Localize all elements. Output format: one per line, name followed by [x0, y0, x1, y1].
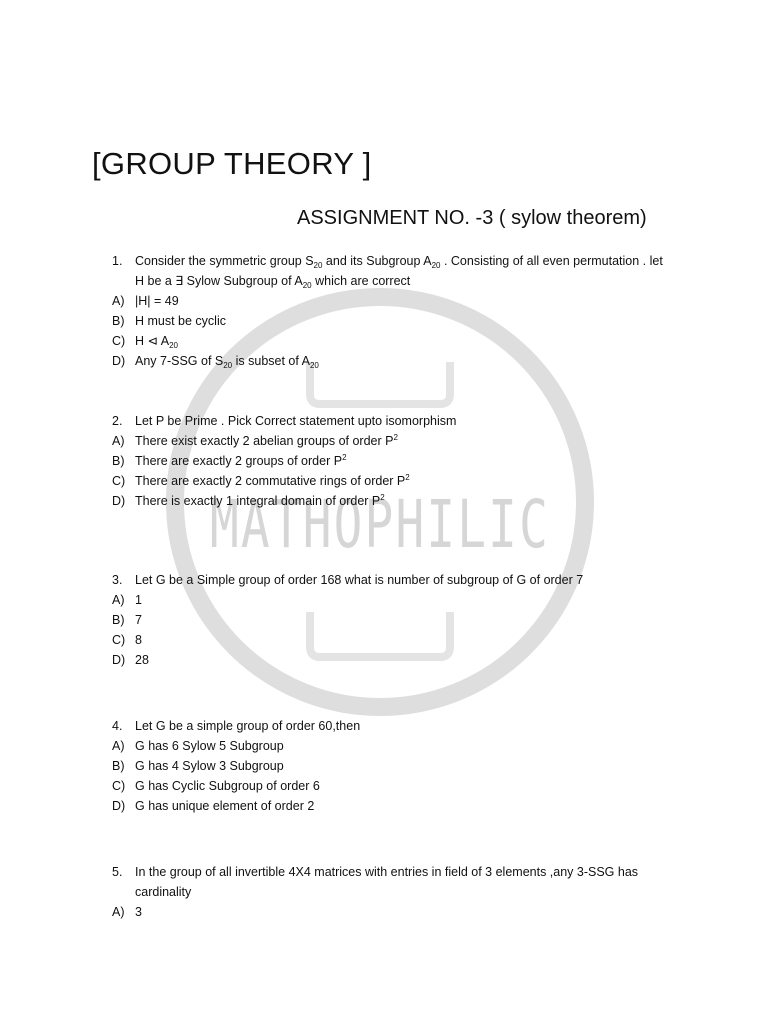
option-a	[0, 431, 768, 451]
option-b	[0, 756, 768, 776]
option-text: 3	[135, 905, 142, 919]
option-c	[0, 471, 768, 491]
option-text: 8	[135, 633, 142, 647]
option-label: D)	[112, 354, 126, 368]
question-4	[0, 716, 768, 816]
option-a	[0, 902, 768, 922]
option-a	[0, 736, 768, 756]
option-label: B)	[112, 314, 125, 328]
option-d	[0, 491, 768, 511]
option-text: 7	[135, 613, 142, 627]
option-label: A)	[112, 593, 125, 607]
question-3-stem	[0, 570, 768, 590]
question-text: In the group of all invertible 4X4 matrices with entries in field of 3 elements ,any 3-SSG has	[135, 865, 639, 879]
option-d	[0, 796, 768, 816]
option-label: D)	[112, 799, 126, 813]
question-number: 4.	[112, 719, 123, 733]
question-1-stem-line-2	[0, 271, 768, 291]
option-label: C)	[112, 633, 126, 647]
question-5-stem-line-1	[0, 862, 768, 882]
option-label: C)	[112, 334, 126, 348]
option-a	[0, 590, 768, 610]
question-3	[0, 570, 768, 670]
option-text: 1	[135, 593, 142, 607]
option-label: C)	[112, 474, 126, 488]
option-label: C)	[112, 779, 126, 793]
question-number: 2.	[112, 414, 123, 428]
question-number: 3.	[112, 573, 123, 587]
option-c	[0, 776, 768, 796]
option-text: 28	[135, 653, 149, 667]
question-2-stem	[0, 411, 768, 431]
option-a	[0, 291, 768, 311]
question-1	[0, 251, 768, 371]
question-text: Let P be Prime . Pick Correct statement upto isomorphism	[135, 414, 457, 428]
question-5	[0, 862, 768, 922]
option-text: There are exactly 2 commutative rings of order $P^2$	[135, 473, 410, 488]
option-label: B)	[112, 759, 125, 773]
question-4-stem	[0, 716, 768, 736]
assignment-subtitle: ASSIGNMENT NO. -3 ( sylow theorem)	[297, 207, 647, 229]
option-text: H must be cyclic	[135, 314, 226, 328]
option-label: A)	[112, 434, 125, 448]
question-number: 5.	[112, 865, 123, 879]
document-title: [GROUP THEORY ]	[92, 146, 372, 181]
option-text: G has Cyclic Subgroup of order 6	[135, 779, 320, 793]
option-text: G has 4 Sylow 3 Subgroup	[135, 759, 284, 773]
option-text: There exist exactly 2 abelian groups of order $P^2$	[135, 433, 398, 448]
option-b	[0, 610, 768, 630]
option-c	[0, 331, 768, 351]
watermark-text: MATHOPHILIC	[210, 486, 550, 563]
question-2	[0, 411, 768, 511]
option-text: H ⊲ $A_{20}$	[135, 334, 179, 350]
question-text: H be a ∃ Sylow Subgroup of $A_{20}$ which are correct	[135, 274, 411, 290]
option-label: A)	[112, 294, 125, 308]
question-5-stem-line-2	[0, 882, 768, 902]
option-text: |H| = 49	[135, 294, 179, 308]
option-label: D)	[112, 653, 126, 667]
option-label: B)	[112, 613, 125, 627]
question-1-stem-line-1	[0, 251, 768, 271]
option-text: There is exactly 1 integral domain of order $P^2$	[135, 493, 385, 508]
option-text: Any 7-SSG of $S_{20}$ is subset of $A_{20}$	[135, 354, 319, 370]
option-label: B)	[112, 454, 125, 468]
question-text: Consider the symmetric group $S_{20}$ and its Subgroup $A_{20}$ . Consisting of all even permutation . let	[135, 254, 663, 270]
question-text: Let G be a Simple group of order 168 what is number of subgroup of G of order 7	[135, 573, 584, 587]
option-label: A)	[112, 739, 125, 753]
option-text: G has unique element of order 2	[135, 799, 315, 813]
option-b	[0, 311, 768, 331]
option-d	[0, 351, 768, 371]
option-b	[0, 451, 768, 471]
option-label: D)	[112, 494, 126, 508]
option-text: G has 6 Sylow 5 Subgroup	[135, 739, 284, 753]
question-text: cardinality	[135, 885, 192, 899]
option-c	[0, 630, 768, 650]
question-text: Let G be a simple group of order 60,then	[135, 719, 361, 733]
option-d	[0, 650, 768, 670]
option-label: A)	[112, 905, 125, 919]
question-number: 1.	[112, 254, 123, 268]
option-text: There are exactly 2 groups of order $P^2$	[135, 453, 347, 468]
